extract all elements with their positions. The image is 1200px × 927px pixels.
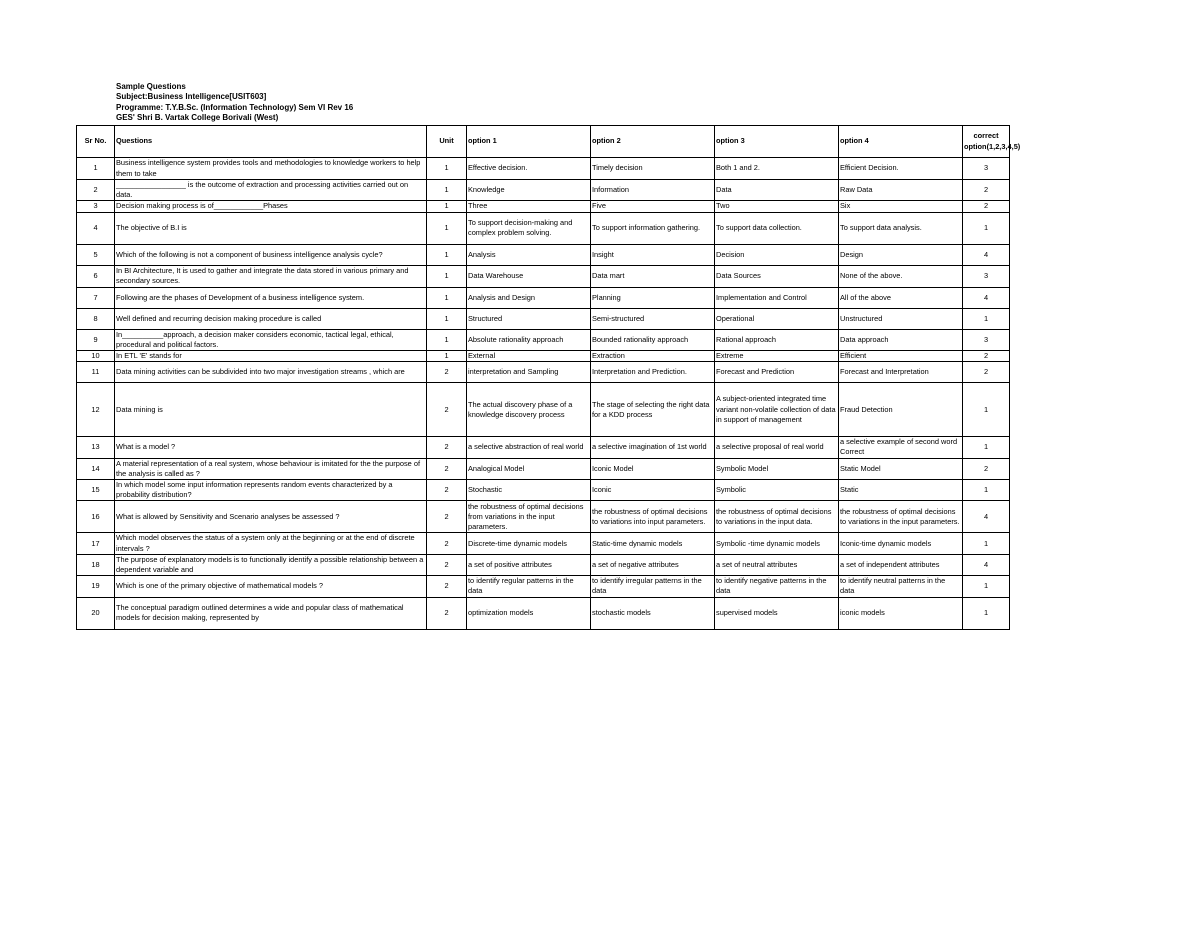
option1-cell: Effective decision. — [467, 158, 591, 180]
unit-cell: 1 — [427, 244, 467, 265]
option2-cell: Five — [591, 201, 715, 212]
option1-cell: Analysis and Design — [467, 287, 591, 308]
sr-cell: 3 — [77, 201, 115, 212]
table-row — [77, 533, 1010, 554]
col-header-option4: option 4 — [839, 126, 963, 158]
option3-cell: a set of neutral attributes — [715, 554, 839, 575]
unit-cell: 1 — [427, 180, 467, 201]
sr-cell: 20 — [77, 597, 115, 629]
question-cell: The purpose of explanatory models is to functionally identify a possible relationship between a dependent variable and — [115, 554, 427, 575]
correct-option-cell: 4 — [963, 287, 1010, 308]
option3-cell: Symbolic — [715, 480, 839, 501]
option2-cell: Bounded rationality approach — [591, 329, 715, 350]
unit-cell: 1 — [427, 287, 467, 308]
option4-cell: a set of independent attributes — [839, 554, 963, 575]
sr-cell: 6 — [77, 265, 115, 287]
option2-cell: to identify irregular patterns in the data — [591, 576, 715, 597]
question-cell: What is a model ? — [115, 437, 427, 458]
option4-cell: Fraud Detection — [839, 383, 963, 437]
option4-cell: Design — [839, 244, 963, 265]
table-row — [77, 437, 1010, 458]
col-header-questions: Questions — [115, 126, 427, 158]
option2-cell: Insight — [591, 244, 715, 265]
correct-option-cell: 2 — [963, 180, 1010, 201]
question-cell: A material representation of a real system, whose behaviour is imitated for the the purpose of the analysis is called as ? — [115, 458, 427, 479]
option4-cell: Efficient Decision. — [839, 158, 963, 180]
sr-cell: 7 — [77, 287, 115, 308]
sr-cell: 19 — [77, 576, 115, 597]
correct-option-cell: 1 — [963, 533, 1010, 554]
option2-cell: a selective imagination of 1st world — [591, 437, 715, 458]
question-cell: In which model some input information represents random events characterized by a probability distribution? — [115, 480, 427, 501]
question-cell: Well defined and recurring decision making procedure is called — [115, 308, 427, 329]
option3-cell: Rational approach — [715, 329, 839, 350]
option1-cell: a set of positive attributes — [467, 554, 591, 575]
option1-cell: Three — [467, 201, 591, 212]
option4-cell: Efficient — [839, 351, 963, 362]
correct-option-cell: 1 — [963, 480, 1010, 501]
question-cell: In__________approach, a decision maker considers economic, tactical legal, ethical, procedural and political factors. — [115, 329, 427, 350]
unit-cell: 1 — [427, 158, 467, 180]
unit-cell: 2 — [427, 533, 467, 554]
table-row — [77, 329, 1010, 350]
col-header-correct: correct option(1,2,3,4,5) — [963, 126, 1010, 158]
option3-cell: Symbolic Model — [715, 458, 839, 479]
unit-cell: 2 — [427, 554, 467, 575]
sr-cell: 2 — [77, 180, 115, 201]
correct-option-cell: 1 — [963, 212, 1010, 244]
option4-cell: Raw Data — [839, 180, 963, 201]
option1-cell: Discrete-time dynamic models — [467, 533, 591, 554]
question-cell: In ETL 'E' stands for — [115, 351, 427, 362]
unit-cell: 1 — [427, 351, 467, 362]
table-row — [77, 158, 1010, 180]
table-row — [77, 480, 1010, 501]
option1-cell: optimization models — [467, 597, 591, 629]
option2-cell: Interpretation and Prediction. — [591, 362, 715, 383]
table-row — [77, 458, 1010, 479]
table-row — [77, 383, 1010, 437]
programme-line: Programme: T.Y.B.Sc. (Information Technology) Sem VI Rev 16 — [116, 102, 354, 112]
questions-table — [76, 125, 1021, 630]
unit-cell: 2 — [427, 501, 467, 533]
sr-cell: 1 — [77, 158, 115, 180]
correct-option-cell: 1 — [963, 383, 1010, 437]
question-cell: Which of the following is not a component of business intelligence analysis cycle? — [115, 244, 427, 265]
table-row — [77, 212, 1010, 244]
option4-cell: Data approach — [839, 329, 963, 350]
correct-option-cell: 3 — [963, 158, 1010, 180]
unit-cell: 1 — [427, 329, 467, 350]
sr-cell: 13 — [77, 437, 115, 458]
correct-option-cell: 3 — [963, 329, 1010, 350]
option3-cell: Decision — [715, 244, 839, 265]
option3-cell: Symbolic -time dynamic models — [715, 533, 839, 554]
header-row — [77, 126, 1010, 158]
question-cell: Business intelligence system provides tools and methodologies to knowledge workers to help them to take — [115, 158, 427, 180]
correct-option-cell: 1 — [963, 597, 1010, 629]
sr-cell: 4 — [77, 212, 115, 244]
sr-cell: 8 — [77, 308, 115, 329]
option2-cell: To support information gathering. — [591, 212, 715, 244]
option3-cell: supervised models — [715, 597, 839, 629]
option3-cell: Data Sources — [715, 265, 839, 287]
option2-cell: the robustness of optimal decisions to variations into input parameters. — [591, 501, 715, 533]
unit-cell: 2 — [427, 383, 467, 437]
sr-cell: 17 — [77, 533, 115, 554]
option3-cell: the robustness of optimal decisions to variations in the input data. — [715, 501, 839, 533]
table-row — [77, 351, 1010, 362]
option1-cell: to identify regular patterns in the data — [467, 576, 591, 597]
option4-cell: the robustness of optimal decisions to variations in the input parameters. — [839, 501, 963, 533]
unit-cell: 2 — [427, 597, 467, 629]
col-header-option1: option 1 — [467, 126, 591, 158]
sr-cell: 12 — [77, 383, 115, 437]
option4-cell: None of the above. — [839, 265, 963, 287]
question-cell: What is allowed by Sensitivity and Scenario analyses be assessed ? — [115, 501, 427, 533]
option2-cell: stochastic models — [591, 597, 715, 629]
table-row — [77, 501, 1010, 533]
table-row — [77, 554, 1010, 575]
option3-cell: To support data collection. — [715, 212, 839, 244]
question-cell: Which is one of the primary objective of mathematical models ? — [115, 576, 427, 597]
option3-cell: Implementation and Control — [715, 287, 839, 308]
table-row — [77, 597, 1010, 629]
correct-option-cell: 2 — [963, 458, 1010, 479]
option1-cell: Stochastic — [467, 480, 591, 501]
option3-cell: Two — [715, 201, 839, 212]
option4-cell: All of the above — [839, 287, 963, 308]
option2-cell: Planning — [591, 287, 715, 308]
correct-option-cell: 2 — [963, 362, 1010, 383]
question-cell: In BI Architecture, It is used to gather and integrate the data stored in various primary and secondary sources. — [115, 265, 427, 287]
unit-cell: 1 — [427, 265, 467, 287]
option1-cell: Absolute rationality approach — [467, 329, 591, 350]
sr-cell: 9 — [77, 329, 115, 350]
unit-cell: 2 — [427, 458, 467, 479]
col-header-option2: option 2 — [591, 126, 715, 158]
question-cell: Data mining is — [115, 383, 427, 437]
correct-option-cell: 2 — [963, 351, 1010, 362]
table-row — [77, 362, 1010, 383]
sr-cell: 14 — [77, 458, 115, 479]
option4-cell: Forecast and Interpretation — [839, 362, 963, 383]
option4-cell: iconic models — [839, 597, 963, 629]
sr-cell: 18 — [77, 554, 115, 575]
table-row — [77, 201, 1010, 212]
sr-cell: 5 — [77, 244, 115, 265]
option1-cell: Data Warehouse — [467, 265, 591, 287]
sr-cell: 16 — [77, 501, 115, 533]
option2-cell: Iconic Model — [591, 458, 715, 479]
option1-cell: Analysis — [467, 244, 591, 265]
unit-cell: 2 — [427, 576, 467, 597]
sr-cell: 11 — [77, 362, 115, 383]
option2-cell: Timely decision — [591, 158, 715, 180]
option2-cell: Data mart — [591, 265, 715, 287]
option3-cell: Extreme — [715, 351, 839, 362]
correct-option-cell: 4 — [963, 501, 1010, 533]
unit-cell: 1 — [427, 201, 467, 212]
subject-line: Subject:Business Intelligence[USIT603] — [116, 92, 267, 102]
option4-cell: Iconic-time dynamic models — [839, 533, 963, 554]
option1-cell: Structured — [467, 308, 591, 329]
correct-option-cell: 1 — [963, 437, 1010, 458]
question-cell: The conceptual paradigm outlined determines a wide and popular class of mathematical models for decision making, represented by — [115, 597, 427, 629]
table-row — [77, 287, 1010, 308]
unit-cell: 2 — [427, 480, 467, 501]
college-line: GES' Shri B. Vartak College Borivali (West) — [116, 113, 279, 123]
unit-cell: 2 — [427, 362, 467, 383]
correct-option-cell: 1 — [963, 308, 1010, 329]
option3-cell: A subject-oriented integrated time variant non-volatile collection of data in support of management — [715, 383, 839, 437]
option1-cell: Knowledge — [467, 180, 591, 201]
option2-cell: Semi-structured — [591, 308, 715, 329]
table-row — [77, 308, 1010, 329]
option4-cell: To support data analysis. — [839, 212, 963, 244]
option2-cell: Extraction — [591, 351, 715, 362]
option3-cell: Data — [715, 180, 839, 201]
question-cell: Decision making process is of____________Phases — [115, 201, 427, 212]
table-row — [77, 265, 1010, 287]
question-cell: The objective of B.I is — [115, 212, 427, 244]
unit-cell: 1 — [427, 212, 467, 244]
option2-cell: The stage of selecting the right data for a KDD process — [591, 383, 715, 437]
option2-cell: Information — [591, 180, 715, 201]
question-cell: Data mining activities can be subdivided into two major investigation streams , which are — [115, 362, 427, 383]
option1-cell: the robustness of optimal decisions from variations in the input parameters. — [467, 501, 591, 533]
option4-cell: Static — [839, 480, 963, 501]
option1-cell: The actual discovery phase of a knowledge discovery process — [467, 383, 591, 437]
question-cell: Which model observes the status of a system only at the beginning or at the end of discrete intervals ? — [115, 533, 427, 554]
option4-cell: to identify neutral patterns in the data — [839, 576, 963, 597]
sr-cell: 10 — [77, 351, 115, 362]
col-header-sr: Sr No. — [77, 126, 115, 158]
col-header-option3: option 3 — [715, 126, 839, 158]
option4-cell: Unstructured — [839, 308, 963, 329]
document-header — [116, 82, 353, 124]
option1-cell: Analogical Model — [467, 458, 591, 479]
correct-option-cell: 1 — [963, 576, 1010, 597]
option3-cell: Operational — [715, 308, 839, 329]
unit-cell: 2 — [427, 437, 467, 458]
unit-cell: 1 — [427, 308, 467, 329]
correct-option-cell: 4 — [963, 554, 1010, 575]
question-cell: Following are the phases of Development of a business intelligence system. — [115, 287, 427, 308]
option2-cell: Static-time dynamic models — [591, 533, 715, 554]
correct-option-cell: 3 — [963, 265, 1010, 287]
question-cell: _________________ is the outcome of extraction and processing activities carried out on data. — [115, 180, 427, 201]
col-header-unit: Unit — [427, 126, 467, 158]
option2-cell: a set of negative attributes — [591, 554, 715, 575]
correct-option-cell: 2 — [963, 201, 1010, 212]
sr-cell: 15 — [77, 480, 115, 501]
correct-option-cell: 4 — [963, 244, 1010, 265]
option1-cell: To support decision-making and complex problem solving. — [467, 212, 591, 244]
table-row — [77, 244, 1010, 265]
option3-cell: to identify negative patterns in the data — [715, 576, 839, 597]
doc-title: Sample Questions — [116, 82, 186, 91]
option1-cell: a selective abstraction of real world — [467, 437, 591, 458]
option3-cell: Both 1 and 2. — [715, 158, 839, 180]
option2-cell: Iconic — [591, 480, 715, 501]
table-row — [77, 576, 1010, 597]
option3-cell: Forecast and Prediction — [715, 362, 839, 383]
option4-cell: a selective example of second word Correct — [839, 437, 963, 458]
option4-cell: Static Model — [839, 458, 963, 479]
table-row — [77, 180, 1010, 201]
option1-cell: interpretation and Sampling — [467, 362, 591, 383]
option1-cell: External — [467, 351, 591, 362]
option3-cell: a selective proposal of real world — [715, 437, 839, 458]
option4-cell: Six — [839, 201, 963, 212]
